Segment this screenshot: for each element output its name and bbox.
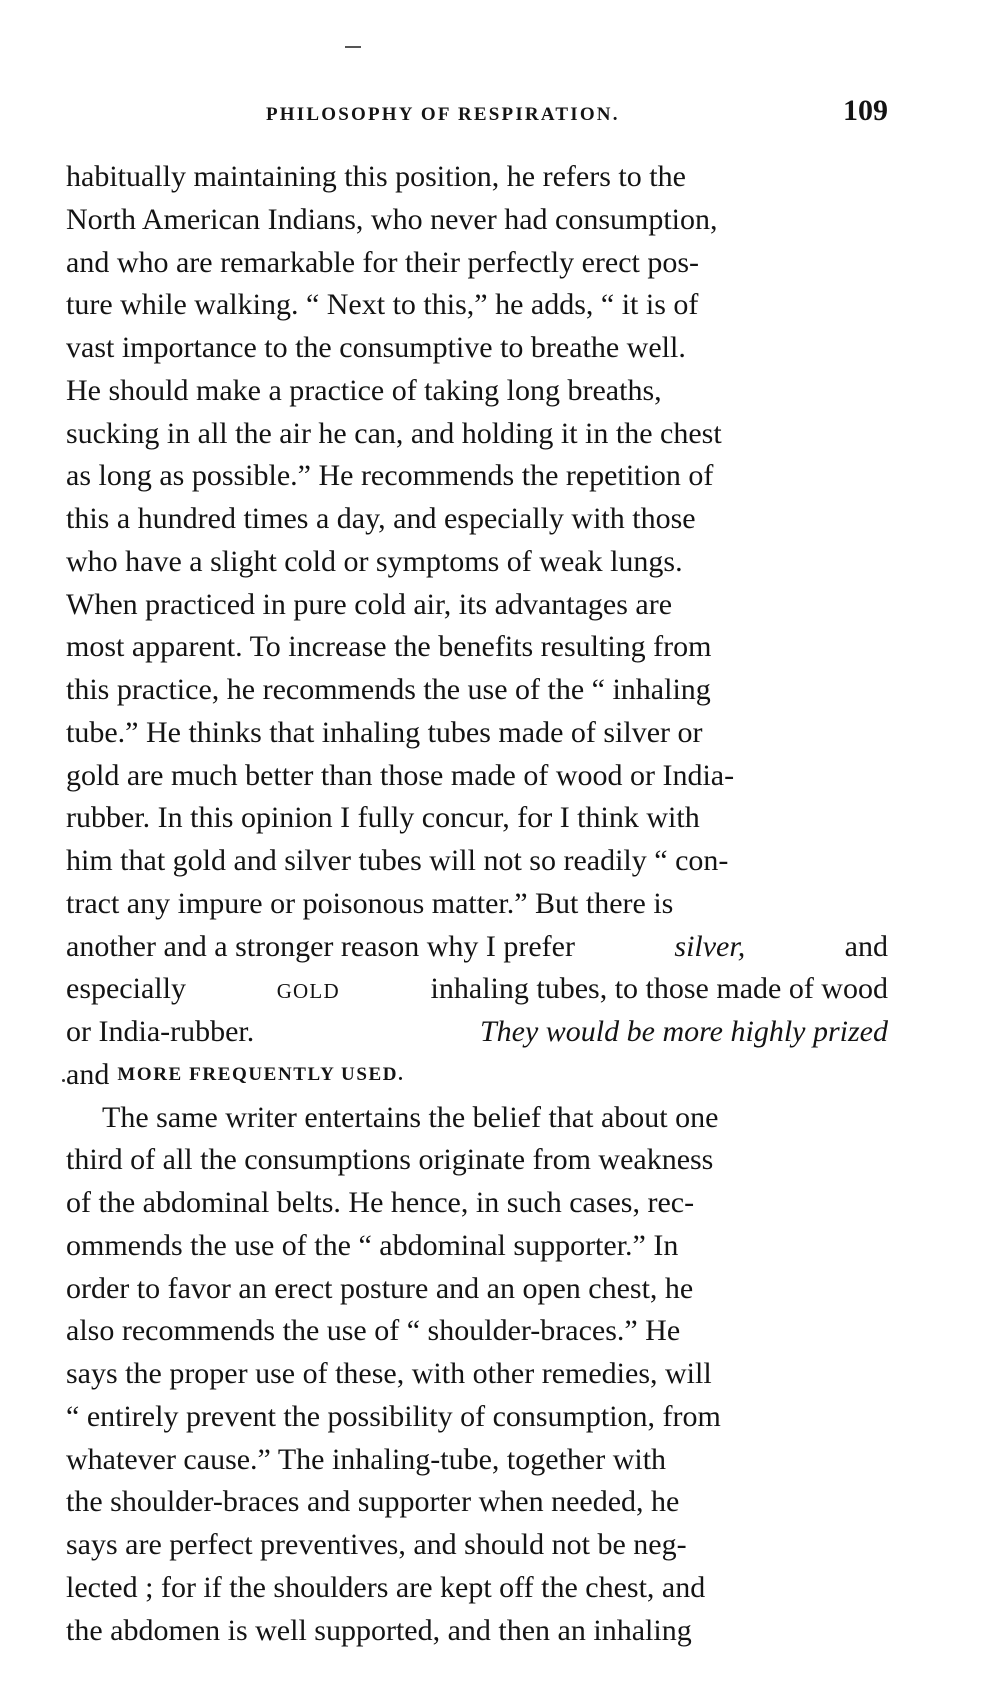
text-line <box>66 1011 888 1054</box>
text-line: gold are much better than those made of wood or India- <box>66 758 735 792</box>
text-line: rubber. In this opinion I fully concur, for I think with <box>66 801 700 835</box>
text-line: vast importance to the consumptive to breathe well. <box>66 331 686 364</box>
body-text <box>66 156 888 1652</box>
text-line: ture while walking. “ Next to this,” he adds, “ it is of <box>66 288 699 322</box>
text-line: the abdomen is well supported, and then an inhaling <box>66 1613 692 1647</box>
text-line: When practiced in pure cold air, its advantages are <box>66 587 673 621</box>
text-line: The same writer entertains the belief that about one <box>102 1100 719 1134</box>
text-line: says are perfect preventives, and should not be neg- <box>66 1528 687 1561</box>
line-segment: and <box>844 929 888 963</box>
text-line: ommends the use of the “ abdominal supporter.” In <box>66 1228 679 1262</box>
text-line: “ entirely prevent the possibility of consumption, from <box>66 1399 721 1433</box>
text-line: who have a slight cold or symptoms of weak lungs. <box>66 544 683 578</box>
paragraph-2 <box>66 1097 888 1653</box>
text-line: sucking in all the air he can, and holding it in the chest <box>66 416 722 450</box>
text-line: lected ; for if the shoulders are kept off the chest, and <box>66 1570 706 1604</box>
ink-speck <box>62 1079 65 1082</box>
running-head <box>66 94 888 132</box>
text-line: tube.” He thinks that inhaling tubes made of silver or <box>66 715 703 749</box>
paragraph-1 <box>66 156 888 1097</box>
page-number: 109 <box>843 94 888 127</box>
text-line: most apparent. To increase the benefits resulting from <box>66 630 712 664</box>
text-line: as long as possible.” He recommends the repetition of <box>66 459 714 493</box>
text-line: him that gold and silver tubes will not so readily “ con- <box>66 844 729 877</box>
text-line: whatever cause.” The inhaling-tube, together with <box>66 1442 667 1476</box>
line-segment: and <box>66 1057 110 1091</box>
text-line: this practice, he recommends the use of the “ inhaling <box>66 673 711 706</box>
text-line: also recommends the use of “ shoulder-braces.” He <box>66 1314 681 1348</box>
line-segment: or India-rubber. <box>66 1015 255 1048</box>
text-line <box>66 968 888 1011</box>
text-line <box>66 926 888 969</box>
small-caps-word: gold <box>276 972 340 1006</box>
text-line: of the abdominal belts. He hence, in such cases, rec- <box>66 1186 695 1219</box>
line-segment: inhaling tubes, to those made of wood <box>430 972 888 1006</box>
line-segment: another and a stronger reason why I prefer <box>66 929 575 963</box>
text-line: He should make a practice of taking long breaths, <box>66 373 662 407</box>
line-segment: especially <box>66 972 186 1006</box>
text-line: says the proper use of these, with other remedies, will <box>66 1357 712 1390</box>
text-line: tract any impure or poisonous matter.” But there is <box>66 886 674 920</box>
italic-phrase: They would be more highly prized <box>479 1015 888 1048</box>
text-line: habitually maintaining this position, he refers to the <box>66 160 686 193</box>
text-line: and who are remarkable for their perfectly erect pos- <box>66 245 700 279</box>
text-line: North American Indians, who never had consumption, <box>66 202 718 236</box>
text-line <box>66 1054 888 1097</box>
text-line: third of all the consumptions originate from weakness <box>66 1143 714 1177</box>
text-line: this a hundred times a day, and especially with those <box>66 502 696 535</box>
printer-mark <box>345 46 361 48</box>
small-caps-phrase: MORE FREQUENTLY USED. <box>117 1063 405 1085</box>
running-title: PHILOSOPHY OF RESPIRATION. <box>266 104 620 125</box>
italic-word: silver, <box>674 929 746 963</box>
text-line: the shoulder-braces and supporter when needed, he <box>66 1485 680 1519</box>
text-line: order to favor an erect posture and an open chest, he <box>66 1271 694 1305</box>
